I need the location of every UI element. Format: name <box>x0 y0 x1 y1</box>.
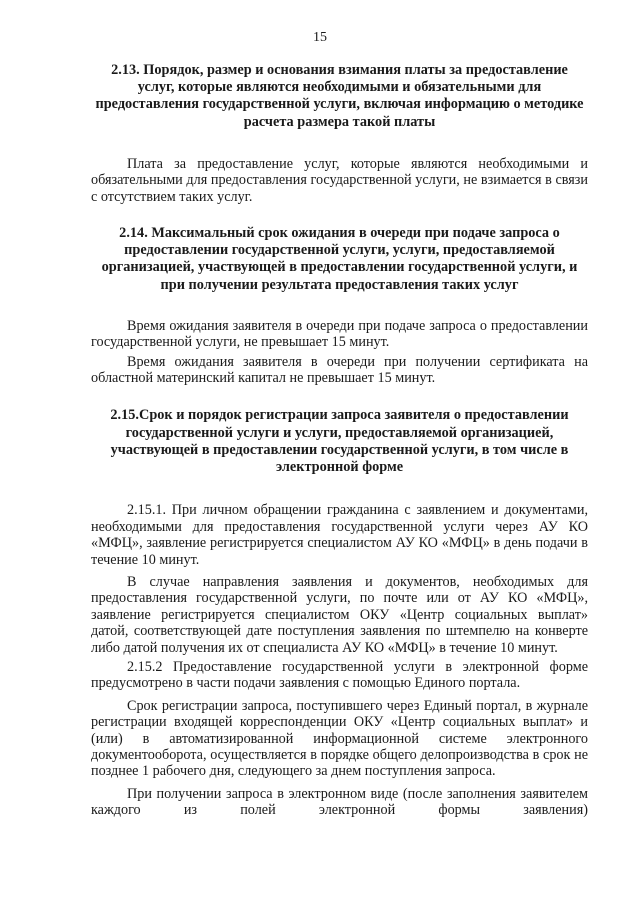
paragraph: При получении запроса в электронном виде (после заполнения заявителем каждого из полей электронной формы заявления) <box>91 785 588 819</box>
page-number: 15 <box>313 30 327 45</box>
paragraph: Плата за предоставление услуг, которые являются необходимыми и обязательными для предоставления государственной услуги, не взимается в связи с отсутствием таких услуг. <box>91 155 588 205</box>
paragraph: 2.15.1. При личном обращении гражданина с заявлением и документами, необходимыми для предоставления государственной услуги через АУ КО «МФЦ», заявление регистрируется специалистом АУ КО «МФЦ» в день подачи в течение 10 минут. <box>91 502 588 568</box>
document-body <box>91 62 588 819</box>
section-heading-2-15: 2.15.Срок и порядок регистрации запроса заявителя о предоставлении государственной услуги и услуги, предоставляемой организацией, участвующей в предоставлении государственной услуги, в том числе в электронной форме <box>110 407 569 476</box>
paragraph: Срок регистрации запроса, поступившего через Единый портал, в журнале регистрации входящей корреспонденции ОКУ «Центр социальных выплат» и (или) в автоматизированной информационной системе электронного документооборота, осуществляется в порядке общего делопроизводства в срок не позднее 1 рабочего дня, следующего за днем поступления запроса. <box>91 697 588 780</box>
paragraph: Время ожидания заявителя в очереди при получении сертификата на областной материнский капитал не превышает 15 минут. <box>91 353 588 387</box>
section-heading-2-14: 2.14. Максимальный срок ожидания в очереди при подаче запроса о предоставлении государственной услуги, услуги, предоставляемой организацией, участвующей в предоставлении государственной услуги, и при получении результата предоставления таких услуг <box>101 225 578 293</box>
paragraph: 2.15.2 Предоставление государственной услуги в электронной форме предусмотрено в части подачи заявления с помощью Единого портала. <box>91 658 588 692</box>
section-heading-2-13: 2.13. Порядок, размер и основания взимания платы за предоставление услуг, которые являются необходимыми и обязательными для предоставления государственной услуги, включая информацию о методике расчета размера такой платы <box>95 62 584 130</box>
paragraph: В случае направления заявления и документов, необходимых для предоставления государственной услуги, по почте или от АУ КО «МФЦ», заявление регистрируется специалистом ОКУ «Центр социальных выплат» датой, соответствующей дате поступления заявления по штемпелю на конверте либо датой получения их от специалиста АУ КО «МФЦ» в течение 10 минут. <box>91 573 588 656</box>
paragraph: Время ожидания заявителя в очереди при подаче запроса о предоставлении государственной услуги, не превышает 15 минут. <box>91 317 588 351</box>
